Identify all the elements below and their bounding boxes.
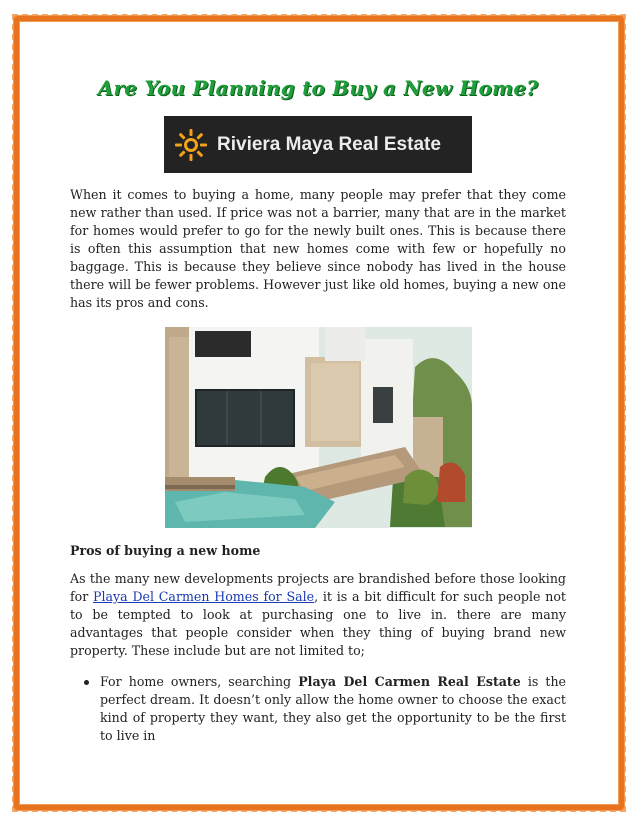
advantages-list bbox=[70, 673, 566, 745]
house-photo bbox=[165, 327, 472, 528]
logo-text: Riviera Maya Real Estate bbox=[217, 133, 441, 155]
document-title: Are You Planning to Buy a New Home? bbox=[97, 76, 539, 100]
developments-text-end: , it is a bit difficult for such people not to be tempted to look at purchasing one to live in. there are many advantages that people consider when they thing of buying brand new property. These include but are not limited to; bbox=[70, 589, 566, 658]
homes-for-sale-link[interactable]: Playa Del Carmen Homes for Sale bbox=[93, 589, 315, 604]
pros-heading: Pros of buying a new home bbox=[70, 543, 261, 558]
bullet-icon bbox=[84, 680, 89, 685]
intro-paragraph: When it comes to buying a home, many people may prefer that they come new rather than used. If price was not a barrier, many that are in the market for homes would prefer to go for the newly built ones. This is because there is often this assumption that new homes come with few or hopefully no baggage. This is because they believe since nobody has lived in the house there will be fewer problems. However just like old homes, buying a new one has its pros and cons. bbox=[70, 187, 566, 310]
bullet-text-start: For home owners, searching bbox=[100, 674, 299, 689]
list-item bbox=[100, 673, 566, 745]
document-body bbox=[70, 70, 566, 745]
bullet-text-end: is the perfect dream. It doesn’t only allow the home owner to choose the exact kind of property they want, they also get the opportunity to be the first to live in bbox=[100, 674, 567, 743]
sun-icon bbox=[174, 128, 208, 162]
real-estate-keyword: Playa Del Carmen Real Estate bbox=[298, 674, 521, 689]
developments-text-start: As the many new developments projects are brandished before those looking for bbox=[70, 571, 566, 604]
company-logo bbox=[164, 116, 472, 173]
developments-paragraph bbox=[70, 570, 566, 660]
